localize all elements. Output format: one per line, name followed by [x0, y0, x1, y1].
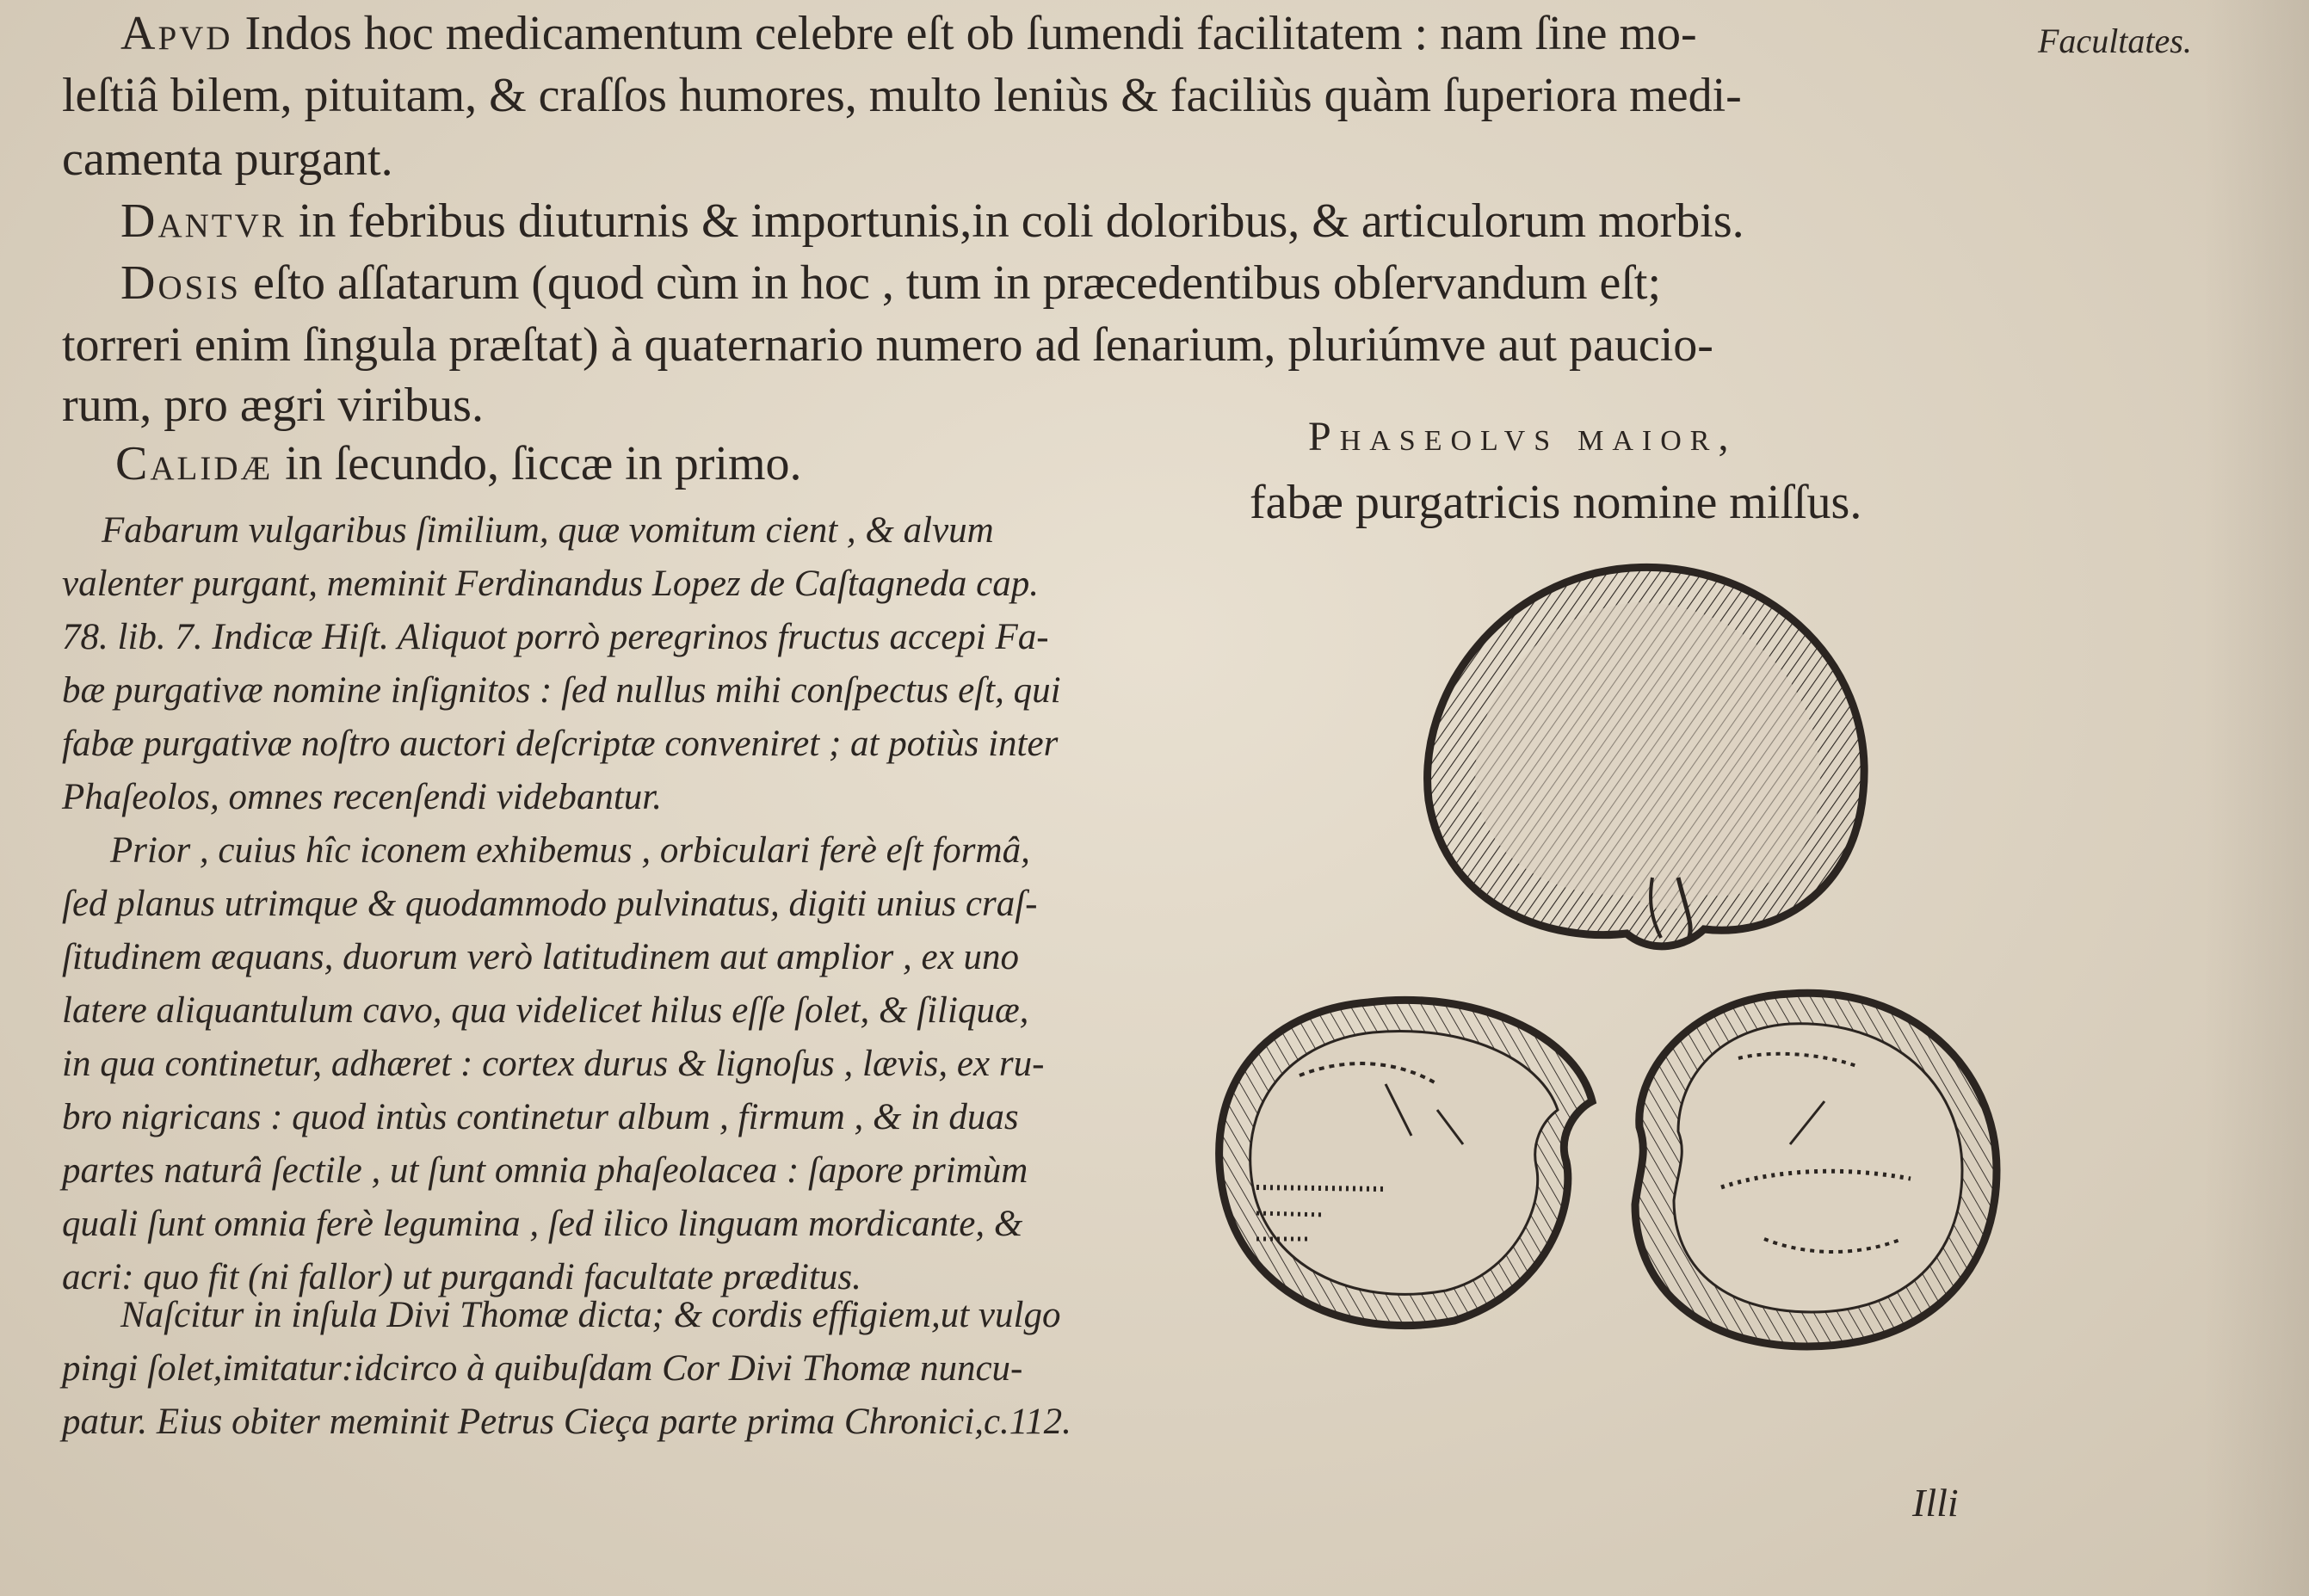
dosis-line-2: torreri enim ſingula præſtat) à quaternario numero ad ſenarium, pluriúmve aut paucio- — [62, 318, 1713, 372]
commentary-line: Prior , cuius hîc iconem exhibemus , orbiculari ferè eſt formâ, — [110, 830, 1030, 871]
commentary-line: patur. Eius obiter meminit Petrus Cieça parte prima Chronici,c.112. — [62, 1402, 1071, 1442]
apud-line-2: leſtiâ bilem, pituitam, & craſſos humores, multo leniùs & faciliùs quàm ſuperiora medi- — [62, 69, 1742, 122]
commentary-line: bæ purgativæ nomine inſignitos : ſed nullus mihi conſpectus eſt, qui — [62, 670, 1061, 711]
apud-line-3: camenta purgant. — [62, 132, 393, 186]
commentary-line: bro nigricans : quod intùs continetur album , firmum , & in duas — [62, 1097, 1019, 1137]
dosis-text-1: eſto aſſatarum (quod cùm in hoc , tum in præcedentibus obſervandum eſt; — [240, 256, 1662, 310]
catchword: Illi — [1912, 1481, 1959, 1525]
commentary-line: Phaſeolos, omnes recenſendi videbantur. — [62, 777, 663, 817]
commentary-line: fabæ purgativæ noſtro auctori deſcriptæ conveniret ; at potiùs inter — [62, 724, 1059, 764]
dosis-line-3: rum, pro ægri viribus. — [62, 379, 484, 432]
dosis-lead: Dosis — [120, 256, 241, 310]
commentary-line: 78. lib. 7. Indicæ Hiſt. Aliquot porrò peregrinos fructus accepi Fa- — [62, 617, 1049, 657]
phaseolus-bean-illustration — [1170, 551, 2014, 1420]
commentary-line: partes naturâ ſectile , ut ſunt omnia phaſeolacea : ſapore primùm — [62, 1150, 1028, 1191]
commentary-line: latere aliquantulum cavo, qua videlicet hilus eſſe ſolet, & ſiliquæ, — [62, 990, 1029, 1031]
dantur-lead: Dantvr — [120, 194, 287, 248]
page-gutter-shadow — [2203, 0, 2309, 1596]
commentary-line: in qua continetur, adhæret : cortex durus & lignoſus , lævis, ex ru- — [62, 1044, 1045, 1084]
calidae-lead: Calidæ — [115, 437, 274, 490]
commentary-line: Naſcitur in inſula Divi Thomæ dicta; & cordis effigiem,ut vulgo — [120, 1295, 1061, 1335]
apud-line-1 — [120, 3, 2065, 64]
commentary-line: ſed planus utrimque & quodammodo pulvinatus, digiti unius craſ- — [62, 884, 1038, 924]
apud-text-1: Indos hoc medicamentum celebre eſt ob ſumendi facilitatem : nam ſine mo- — [232, 7, 1697, 60]
bean-half-right-view — [1635, 993, 1997, 1346]
commentary-line: quali ſunt omnia ferè legumina , ſed ilico linguam mordicante, & — [62, 1204, 1023, 1244]
dantur-line — [120, 191, 2065, 251]
commentary-line: pingi ſolet,imitatur:idcirco à quibuſdam Cor Divi Thomæ nuncu- — [62, 1348, 1023, 1389]
commentary-line: valenter purgant, meminit Ferdinandus Lopez de Caſtagneda cap. — [62, 564, 1039, 604]
figure-title: Phaseolvs maior, — [1308, 414, 1738, 459]
margin-note: Facultates. — [2038, 22, 2192, 60]
dantur-text: in febribus diuturnis & importunis,in coli doloribus, & articulorum morbis. — [286, 194, 1744, 248]
figure-subtitle: fabæ purgatricis nomine miſſus. — [1250, 476, 1862, 529]
apud-lead: Apvd — [120, 7, 233, 60]
dosis-line-1 — [120, 253, 2065, 313]
commentary-line: Fabarum vulgaribus ſimilium, quæ vomitum cient , & alvum — [102, 510, 994, 551]
bean-half-left-view — [1219, 1000, 1592, 1325]
commentary-line: acri: quo fit (ni fallor) ut purgandi facultate præditus. — [62, 1257, 861, 1297]
commentary-line: ſitudinem æquans, duorum verò latitudinem aut amplior , ex uno — [62, 937, 1019, 977]
calidae-text: in ſecundo, ſiccæ in primo. — [273, 437, 802, 490]
bean-whole-view — [1428, 567, 1865, 946]
